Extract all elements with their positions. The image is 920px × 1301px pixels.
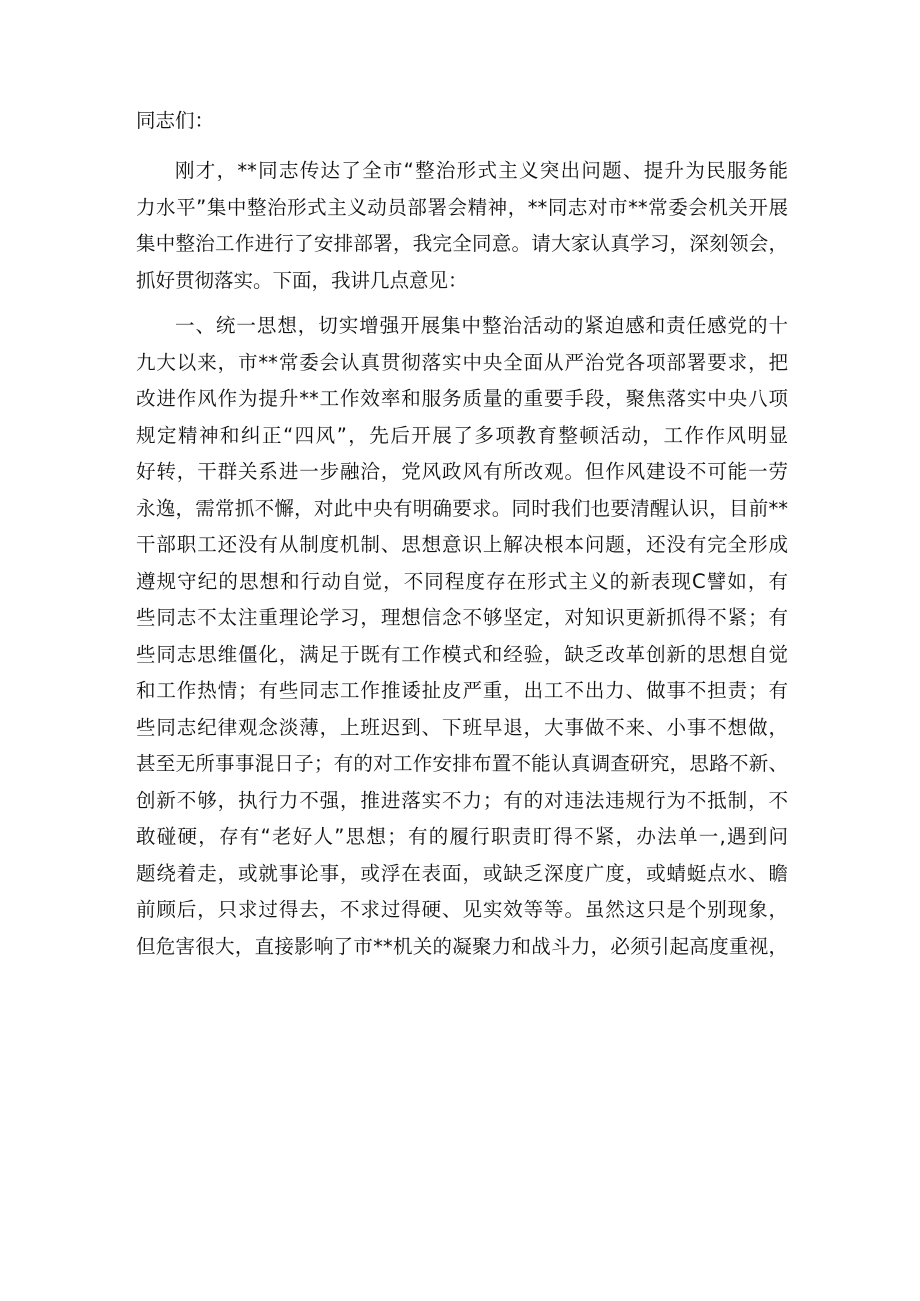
paragraph-line: 规定精神和纠正“四风”，先后开展了多项教育整顿活动，工作作风明显 bbox=[136, 423, 788, 447]
paragraph-line: 些同志思维僵化，满足于既有工作模式和经验，缺乏改革创新的思想自觉 bbox=[136, 642, 788, 666]
document-body bbox=[136, 103, 788, 974]
paragraph-line: 改进作风作为提升**工作效率和服务质量的重要手段，聚焦落实中央八项 bbox=[136, 387, 788, 410]
paragraph-line: 集中整治工作进行了安排部署，我完全同意。请大家认真学习，深刻领会， bbox=[136, 232, 788, 255]
paragraph-line: 一、统一思想，切实增强开展集中整治活动的紧迫感和责任感党的十 bbox=[175, 314, 788, 337]
paragraph-line: 但危害很大，直接影响了市**机关的凝聚力和战斗力，必须引起高度重视， bbox=[136, 934, 788, 958]
paragraph-line: 创新不够，执行力不强，推进落实不力；有的对违法违规行为不抵制，不 bbox=[136, 788, 788, 812]
paragraph-line: 些同志不太注重理论学习，理想信念不够坚定，对知识更新抓得不紧；有 bbox=[136, 606, 788, 629]
paragraph-line: 题绕着走，或就事论事，或浮在表面，或缺乏深度广度，或蜻蜓点水、瞻 bbox=[136, 861, 788, 885]
paragraph-line: 力水平”集中整治形式主义动员部署会精神，**同志对市**常委会机关开展 bbox=[136, 195, 788, 219]
paragraph-line: 些同志纪律观念淡薄，上班迟到、下班早退，大事做不来、小事不想做， bbox=[136, 715, 788, 739]
paragraph-line: 刚才，**同志传达了全市“整治形式主义突出问题、提升为民服务能 bbox=[175, 159, 788, 182]
paragraph-line: 甚至无所事事混日子；有的对工作安排布置不能认真调查研究，思路不新、 bbox=[136, 752, 788, 775]
paragraph-line: 干部职工还没有从制度机制、思想意识上解决根本问题，还没有完全形成 bbox=[136, 533, 788, 556]
paragraph-line: 九大以来，市**常委会认真贯彻落实中央全面从严治党各项部署要求，把 bbox=[136, 350, 788, 374]
paragraph-line: 敢碰硬，存有“老好人”思想；有的履行职责盯得不紧，办法单一,遇到问 bbox=[136, 825, 788, 848]
paragraph-line: 永逸，需常抓不懈，对此中央有明确要求。同时我们也要清醒认识，目前** bbox=[136, 496, 788, 520]
paragraph-line: 前顾后，只求过得去，不求过得硬、见实效等等。虽然这只是个别现象， bbox=[136, 898, 788, 921]
paragraph-line: 遵规守纪的思想和行动自觉，不同程度存在形式主义的新表现C譬如，有 bbox=[136, 569, 788, 593]
salutation: 同志们： bbox=[136, 109, 215, 132]
paragraph-line: 和工作热情；有些同志工作推诿扯皮严重，出工不出力、做事不担责；有 bbox=[136, 679, 788, 702]
paragraph-opening bbox=[136, 153, 788, 299]
paragraph-line: 抓好贯彻落实。下面，我讲几点意见： bbox=[136, 268, 468, 292]
paragraph-line: 好转，干群关系进一步融洽，党风政风有所改观。但作风建设不可能一劳 bbox=[136, 460, 788, 483]
paragraph-section-one bbox=[136, 308, 788, 965]
